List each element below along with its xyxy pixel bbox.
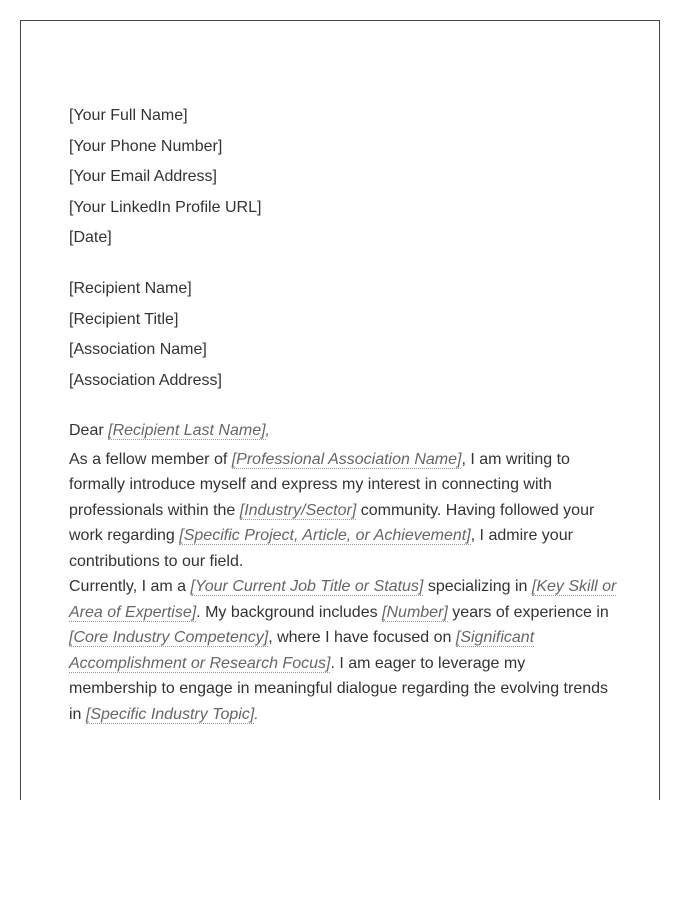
placeholder-recipient-last-name: [Recipient Last Name] xyxy=(108,422,266,440)
letter-content xyxy=(69,101,617,727)
para2-text-7: . xyxy=(254,705,259,723)
recipient-association-name: [Association Name] xyxy=(69,341,207,359)
placeholder-key-skill: [Key Skill or Area of Expertise] xyxy=(69,578,617,621)
placeholder-core-competency: [Core Industry Competency] xyxy=(69,629,269,647)
recipient-block xyxy=(69,274,617,396)
para1-text-2: , I am writing to formally introduce myself and express my interest in connecting with professionals within the xyxy=(69,450,570,519)
para2-text-5: , where I have focused on xyxy=(268,629,456,647)
paragraph-introduction xyxy=(69,447,617,575)
para2-text-3: . My background includes xyxy=(196,603,383,621)
salutation xyxy=(69,416,617,447)
para1-text-1: As a fellow member of xyxy=(69,450,232,468)
placeholder-professional-association: [Professional Association Name] xyxy=(231,450,462,468)
para1-text-4: , I admire your contributions to our field. xyxy=(69,527,573,570)
para1-text-3: community. Having followed your work regarding xyxy=(69,501,595,545)
para2-text-1: Currently, I am a xyxy=(69,578,191,596)
recipient-name: [Recipient Name] xyxy=(69,279,192,297)
sender-date: [Date] xyxy=(69,229,112,247)
sender-block xyxy=(69,101,617,254)
paragraph-background xyxy=(69,574,617,727)
placeholder-accomplishment: [Significant Accomplishment or Research Focus] xyxy=(69,629,535,672)
recipient-association-address: [Association Address] xyxy=(69,371,222,389)
sender-email: [Your Email Address] xyxy=(69,168,217,186)
letter-page xyxy=(20,20,660,800)
para2-text-4: years of experience in xyxy=(447,603,609,621)
placeholder-number: [Number] xyxy=(382,603,448,621)
para2-text-6: . I am eager to leverage my membership to engage in meaningful dialogue regarding the evolving trends in xyxy=(69,654,609,723)
placeholder-job-title: [Your Current Job Title or Status] xyxy=(190,578,424,596)
recipient-title: [Recipient Title] xyxy=(69,310,179,328)
para2-text-2: specializing in xyxy=(423,578,532,596)
sender-linkedin: [Your LinkedIn Profile URL] xyxy=(69,198,262,216)
salutation-suffix: , xyxy=(265,422,270,440)
sender-full-name: [Your Full Name] xyxy=(69,107,188,124)
placeholder-industry-sector: [Industry/Sector] xyxy=(239,501,357,519)
salutation-prefix: Dear xyxy=(69,422,109,440)
sender-phone: [Your Phone Number] xyxy=(69,137,223,155)
placeholder-industry-topic: [Specific Industry Topic] xyxy=(85,705,255,723)
placeholder-specific-project: [Specific Project, Article, or Achievement] xyxy=(179,527,471,545)
